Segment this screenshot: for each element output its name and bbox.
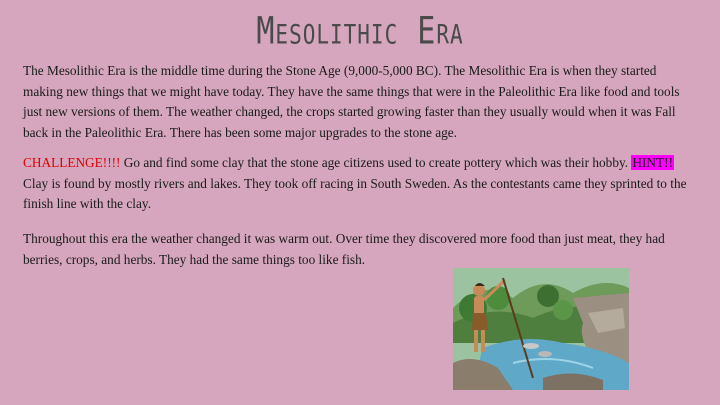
mesolithic-fishing-illustration: [453, 268, 629, 390]
hint-label: HINT!!: [632, 155, 674, 170]
challenge-text: Go and find some clay that the stone age citizens used to create pottery which was their hobby.: [120, 155, 629, 170]
intro-paragraph: The Mesolithic Era is the middle time during the Stone Age (9,000-5,000 BC). The Mesolithic Era is when they started making new things that we might have today. They have the same things that were in the Paleolithic Era like food and tools just new versions of them. The weather changed, the crops started growing faster than they usually would when it was Fall back in the Paleolithic Era. There has been some major upgrades to the stone age.: [23, 63, 680, 140]
hint-text: Clay is found by mostly rivers and lakes. They took off racing in South Sweden. As the contestants came they sprinted to the finish line with the clay.: [23, 175, 687, 211]
challenge-label: CHALLENGE!!!!: [23, 155, 121, 170]
challenge-paragraph: [23, 153, 695, 215]
climate-paragraph: Throughout this era the weather changed it was warm out. Over time they discovered more food than just meat, they had berries, crops, and herbs. They had the same things too like fish.: [23, 231, 665, 267]
slide-title: Mesolithic Era: [256, 9, 464, 54]
